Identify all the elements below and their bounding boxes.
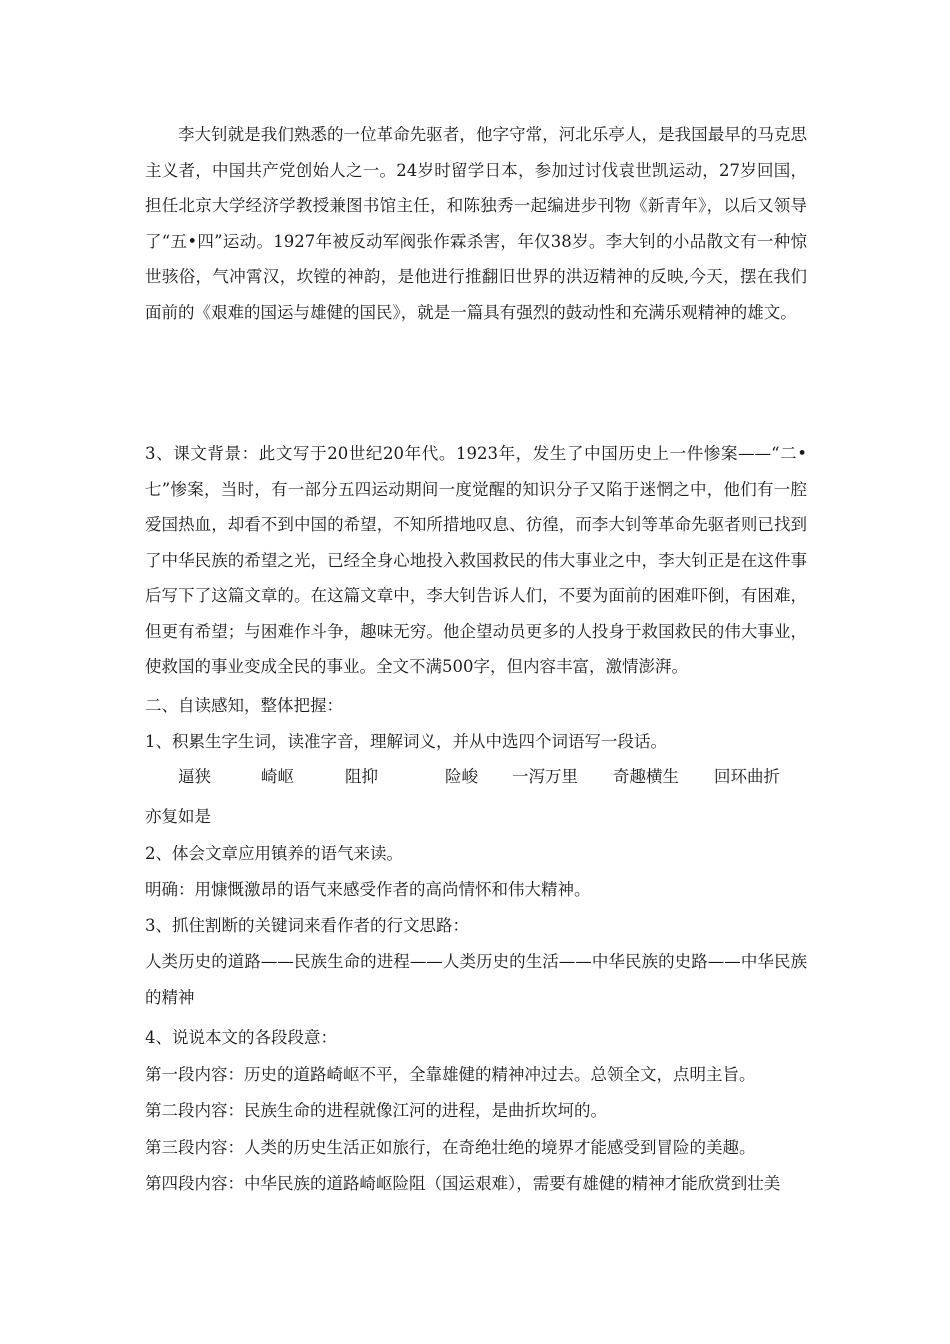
vocab-word: 一泻万里 bbox=[512, 767, 578, 786]
item-1-text: 1、积累生字生词，读准字音，理解词义，并从中选四个词语写一段话。 bbox=[145, 732, 667, 751]
vocab-word: 奇趣横生 bbox=[613, 767, 679, 786]
item-2-text: 2、体会文章应用镇养的语气来读。 bbox=[145, 844, 403, 863]
item-4-text: 4、说说本文的各段段意： bbox=[145, 1028, 337, 1047]
vocab-word: 险峻 bbox=[445, 767, 478, 786]
item-3-text: 3、抓住割断的关键词来看作者的行文思路： bbox=[145, 916, 469, 935]
paragraph-meaning-1: 第一段内容：历史的道路崎岖不平，全靠雄健的精神冲过去。总领全文，点明主旨。 bbox=[145, 1065, 756, 1084]
section-two-heading: 二、自读感知，整体把握： bbox=[145, 696, 343, 715]
vocab-extra: 亦复如是 bbox=[145, 807, 211, 826]
paragraph-meaning-4: 第四段内容：中华民族的道路崎岖险阻（国运艰难），需要有雄健的精神才能欣赏到壮美 bbox=[145, 1174, 781, 1193]
vocab-word: 阻抑 bbox=[345, 767, 378, 786]
vocab-word: 回环曲折 bbox=[714, 767, 780, 786]
item-2-answer: 明确：用慷慨激昂的语气来感受作者的高尚情怀和伟大精神。 bbox=[145, 880, 591, 899]
background-paragraph: 3、课文背景：此文写于20世纪20年代。1923年，发生了中国历史上一件惨案——“二•七”惨案，当时，有一部分五四运动期间一度觉醒的知识分子又陷于迷惘之中，他们有一腔爱国热血，却看不到中国的希望，不知所措地叹息、彷徨，而李大钊等革命先驱者则已找到了中华民族的希望之光，已经全身心地投入救国救民的伟大事业之中，李大钊正是在这件事后写下了这篇文章的。在这篇文章中，李大钊告诉人们，不要为面前的困难吓倒，有困难，但更有希望；与困难作斗争，趣味无穷。他企望动员更多的人投身于救国救民的伟大事业，使救国的事业变成全民的事业。全文不满500字，但内容丰富，激情澎湃。 bbox=[145, 444, 807, 676]
intro-paragraph: 李大钊就是我们熟悉的一位革命先驱者，他字守常，河北乐亭人，是我国最早的马克思主义者，中国共产党创始人之一。24岁时留学日本，参加过讨伐袁世凯运动，27岁回国，担任北京大学经济学教授兼图书馆主任，和陈独秀一起编进步刊物《新青年》，以后又领导了“五•四”运动。1927年被反动军阀张作霖杀害，年仅38岁。李大钊的小品散文有一种惊世骇俗，气冲霄汉，坎镗的神韵，是他进行推翻旧世界的洪迈精神的反映,今天，摆在我们面前的《艰难的国运与雄健的国民》，就是一篇具有强烈的鼓动性和充满乐观精神的雄文。 bbox=[145, 125, 807, 322]
vocab-word: 逼狭 bbox=[178, 767, 211, 786]
vocab-word: 崎岖 bbox=[261, 767, 294, 786]
paragraph-meaning-3: 第三段内容：人类的历史生活正如旅行，在奇绝壮绝的境界才能感受到冒险的美趣。 bbox=[145, 1138, 756, 1157]
paragraph-meaning-2: 第二段内容：民族生命的进程就像江河的进程，是曲折坎坷的。 bbox=[145, 1101, 607, 1120]
item-3-answer: 人类历史的道路——民族生命的进程——人类历史的生活——中华民族的史路——中华民族的精神 bbox=[145, 952, 807, 1007]
